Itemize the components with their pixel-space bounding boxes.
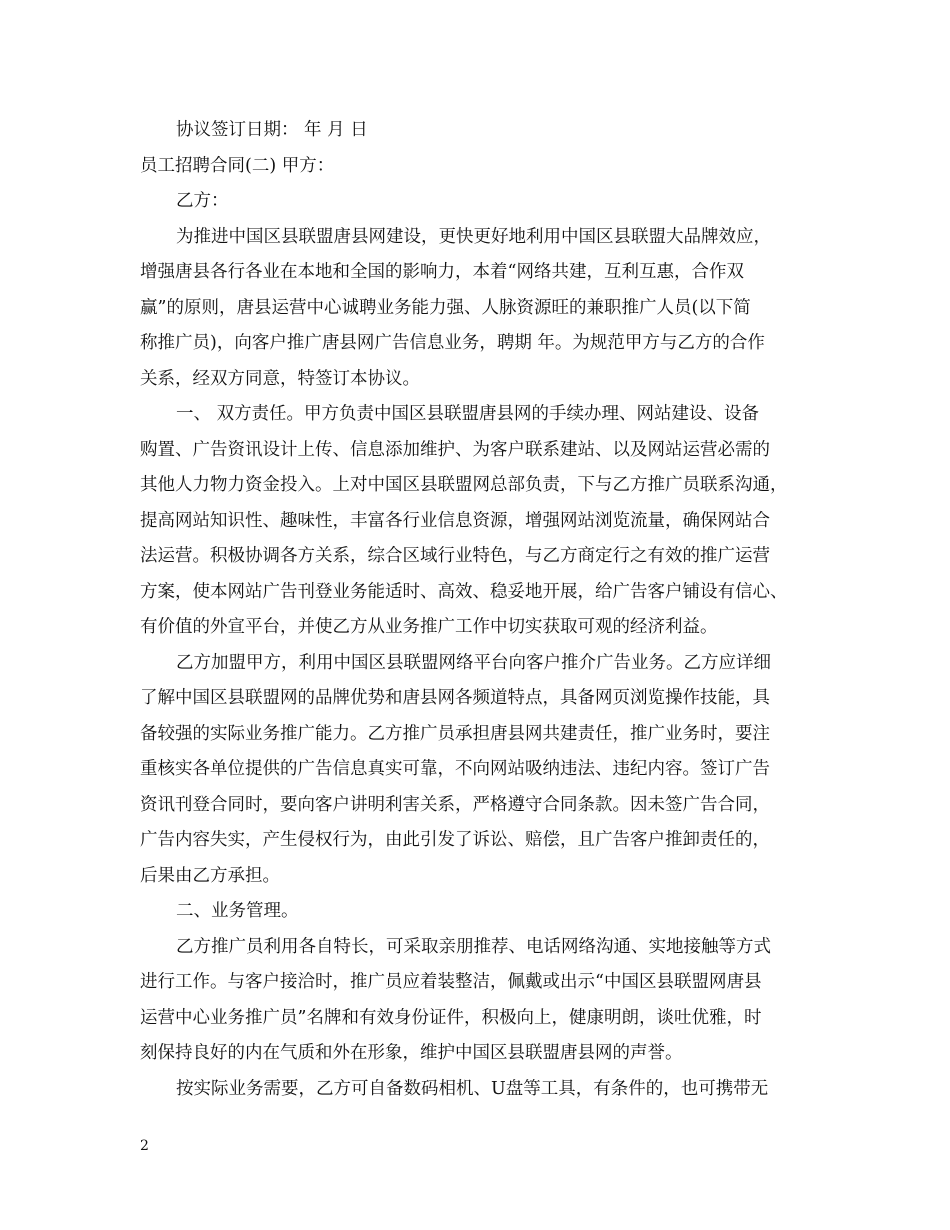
- text-line: 为推进中国区县联盟唐县网建设，更快更好地利用中国区县联盟大品牌效应，: [176, 226, 771, 247]
- text-line: 一、 双方责任。甲方负责中国区县联盟唐县网的手续办理、网站建设、设备: [176, 404, 760, 424]
- text-line: 称推广员)，向客户推广唐县网广告信息业务，聘期 年。为规范甲方与乙方的合作: [140, 333, 765, 353]
- text-line: 其他人力物力资金投入。上对中国区县联盟网总部负责，下与乙方推广员联系沟通，: [140, 475, 788, 495]
- text-line: 运营中心业务推广员”名牌和有效身份证件，积极向上，健康明朗，谈吐优雅，时: [140, 1007, 762, 1028]
- text-line: 资讯刊登合同时，要向客户讲明利害关系，严格遵守合同条款。因未签广告合同，: [140, 794, 770, 815]
- text-line: 重核实各单位提供的广告信息真实可靠，不向网站吸纳违法、违纪内容。签订广告: [140, 759, 770, 779]
- page-number: 2: [140, 1138, 149, 1154]
- text-line: 二、业务管理。: [176, 901, 299, 921]
- text-line: 备较强的实际业务推广能力。乙方推广员承担唐县网共建责任，推广业务时，要注: [140, 723, 770, 744]
- text-line: 乙方推广员利用各自特长，可采取亲朋推荐、电话网络沟通、实地接触等方式: [176, 936, 771, 957]
- text-line: 乙方：: [176, 191, 229, 211]
- text-line: 购置、广告资讯设计上传、信息添加维护、为客户联系建站、以及网站运营必需的: [140, 439, 770, 460]
- text-line: 关系，经双方同意，特签订本协议。: [140, 368, 420, 389]
- text-line: 法运营。积极协调各方关系，综合区域行业特色，与乙方商定行之有效的推广运营: [140, 546, 770, 566]
- text-line: 进行工作。与客户接洽时，推广员应着装整洁，佩戴或出示“中国区县联盟网唐县: [140, 972, 762, 992]
- text-line: 后果由乙方承担。: [140, 865, 280, 886]
- text-line: 协议签订日期： 年 月 日: [176, 120, 368, 140]
- text-line: 有价值的外宣平台，并使乙方从业务推广工作中切实获取可观的经济利益。: [140, 617, 718, 637]
- text-line: 提高网站知识性、趣味性，丰富各行业信息资源，增强网站浏览流量，确保网站合: [140, 510, 770, 531]
- text-line: 增强唐县各行各业在本地和全国的影响力，本着“网络共建，互利互惠，合作双: [140, 262, 744, 282]
- text-line: 了解中国区县联盟网的品牌优势和唐县网各频道特点，具备网页浏览操作技能，具: [140, 688, 770, 708]
- text-line: 乙方加盟甲方，利用中国区县联盟网络平台向客户推介广告业务。乙方应详细: [176, 652, 771, 673]
- text-line: 刻保持良好的内在气质和外在形象，维护中国区县联盟唐县网的声誉。: [140, 1043, 683, 1063]
- text-line: 赢”的原则，唐县运营中心诚聘业务能力强、人脉资源旺的兼职推广人员(以下简: [140, 297, 751, 318]
- document-body: [140, 113, 825, 1107]
- text-line: 员工招聘合同(二) 甲方：: [140, 155, 335, 176]
- text-line: 按实际业务需要，乙方可自备数码相机、U盘等工具，有条件的，也可携带无: [176, 1078, 769, 1099]
- text-line: 广告内容失实，产生侵权行为，由此引发了诉讼、赔偿，且广告客户推卸责任的，: [140, 830, 770, 850]
- text-line: 方案，使本网站广告刊登业务能适时、高效、稳妥地开展，给广告客户铺设有信心、: [140, 581, 788, 602]
